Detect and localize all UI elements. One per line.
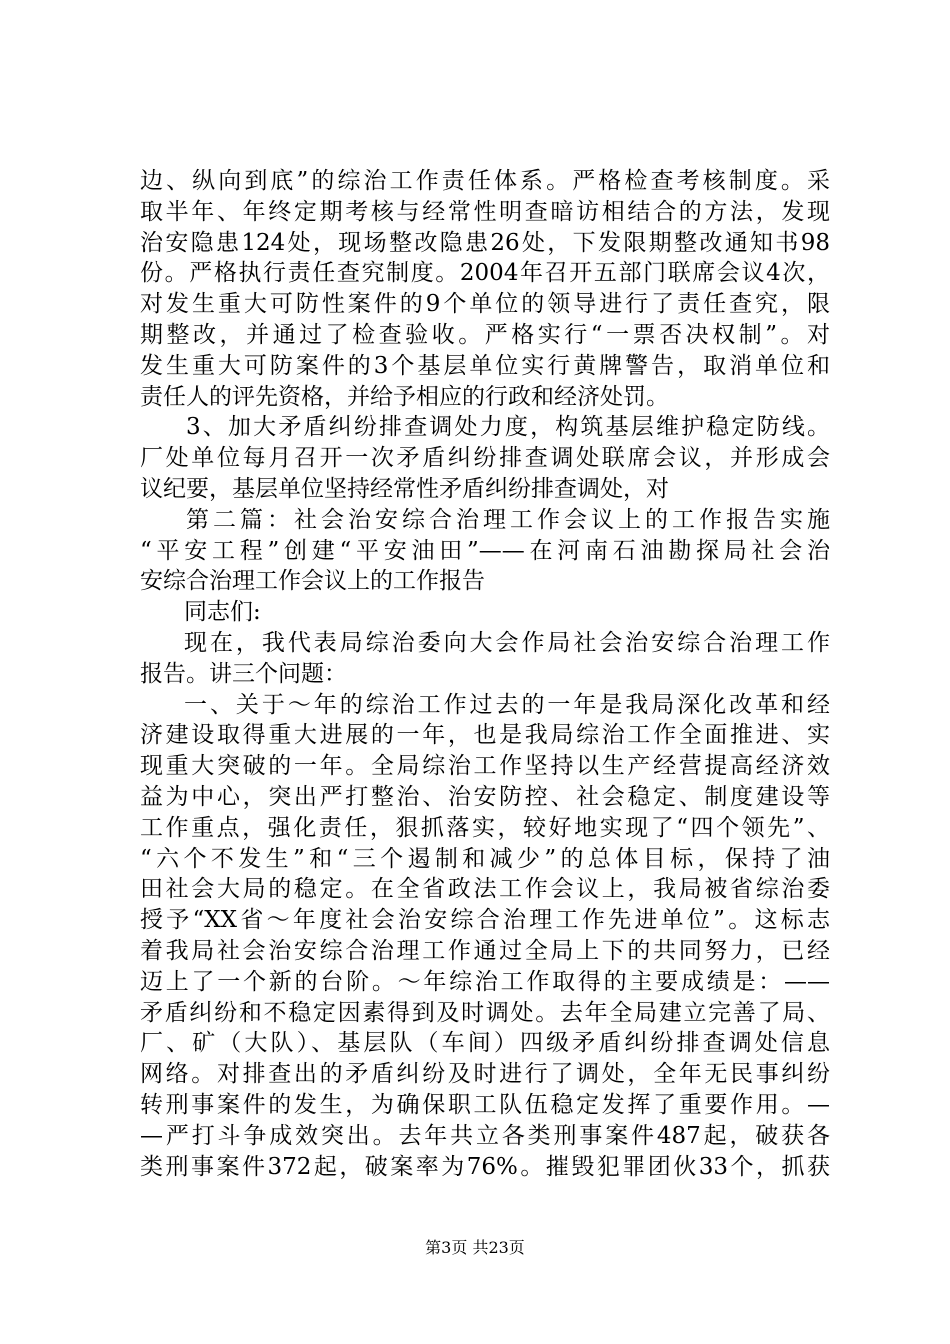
- text-line: 转刑事案件的发生，为确保职工队伍稳定发挥了重要作用。—: [140, 1091, 830, 1118]
- text-line: 网络。对排查出的矛盾纠纷及时进行了调处，全年无民事纠纷: [140, 1061, 830, 1088]
- document-body: [140, 166, 830, 1182]
- text-line: 矛盾纠纷和不稳定因素得到及时调处。去年全局建立完善了局、: [140, 999, 830, 1026]
- text-line: 取半年、年终定期考核与经常性明查暗访相结合的方法，发现: [140, 198, 830, 225]
- text-line: 现在，我代表局综治委向大会作局社会治安综合治理工作: [184, 629, 830, 656]
- text-line: 济建设取得重大进展的一年，也是我局综治工作全面推进、实: [140, 722, 830, 749]
- text-line: 责任人的评先资格，并给予相应的行政和经济处罚。: [140, 383, 669, 410]
- text-line: 安综合治理工作会议上的工作报告: [140, 568, 485, 595]
- page-footer: [0, 1238, 950, 1258]
- text-line: “平安工程”创建“平安油田”——在河南石油勘探局社会治: [140, 537, 830, 564]
- text-line: 发生重大可防案件的3个基层单位实行黄牌警告，取消单位和: [140, 352, 830, 379]
- text-line: —严打斗争成效突出。去年共立各类刑事案件487起，破获各: [140, 1122, 830, 1149]
- text-line: 期整改，并通过了检查验收。严格实行“一票否决权制”。对: [140, 321, 830, 348]
- text-line: 厂处单位每月召开一次矛盾纠纷排查调处联席会议，并形成会: [140, 445, 830, 472]
- text-line: “六个不发生”和“三个遏制和减少”的总体目标，保持了油: [140, 845, 830, 872]
- text-line: 授予“XX省～年度社会治安综合治理工作先进单位”。这标志: [140, 907, 830, 934]
- text-line: 工作重点，强化责任，狠抓落实，较好地实现了“四个领先”、: [140, 814, 830, 841]
- page-number-label: 第3页 共23页: [425, 1238, 525, 1257]
- text-line: 份。严格执行责任查究制度。2004年召开五部门联席会议4次，: [140, 260, 830, 287]
- text-line: 边、纵向到底”的综治工作责任体系。严格检查考核制度。采: [140, 168, 830, 194]
- text-line: 同志们:: [184, 599, 261, 626]
- text-line: 田社会大局的稳定。在全省政法工作会议上，我局被省综治委: [140, 876, 830, 903]
- text-line: 类刑事案件372起，破案率为76%。摧毁犯罪团伙33个，抓获: [140, 1153, 830, 1180]
- text-line: 议纪要，基层单位坚持经常性矛盾纠纷排查调处，对: [140, 475, 669, 502]
- text-line: 迈上了一个新的台阶。～年综治工作取得的主要成绩是：——: [140, 968, 830, 995]
- text-line: 对发生重大可防性案件的9个单位的领导进行了责任查究，限: [140, 291, 830, 318]
- text-line: 3、加大矛盾纠纷排查调处力度，构筑基层维护稳定防线。: [186, 414, 830, 441]
- text-line: 一、关于～年的综治工作过去的一年是我局深化改革和经: [184, 691, 830, 718]
- text-line: 治安隐患124处，现场整改隐患26处，下发限期整改通知书98: [140, 229, 830, 256]
- text-line: 报告。讲三个问题：: [140, 660, 347, 687]
- text-line: 益为中心，突出严打整治、治安防控、社会稳定、制度建设等: [140, 783, 830, 810]
- text-line: 厂、矿（大队）、基层队（车间）四级矛盾纠纷排查调处信息: [140, 1030, 830, 1057]
- text-line: 第二篇：社会治安综合治理工作会议上的工作报告实施: [186, 506, 830, 533]
- text-line: 着我局社会治安综合治理工作通过全局上下的共同努力，已经: [140, 937, 830, 964]
- text-line: 现重大突破的一年。全局综治工作坚持以生产经营提高经济效: [140, 753, 830, 780]
